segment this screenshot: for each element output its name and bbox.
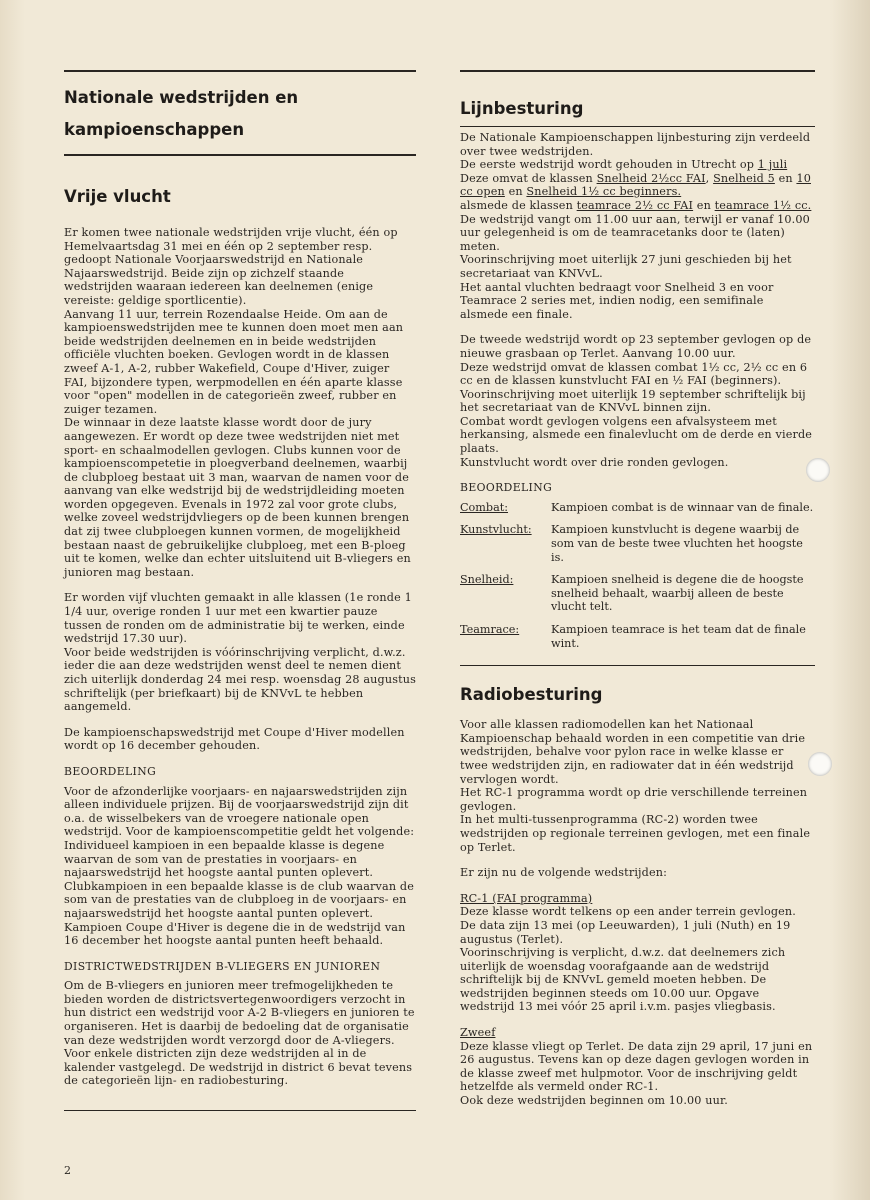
text: , [705,171,714,185]
criteria-term: Combat: [460,500,509,514]
paragraph: De winnaar in deze laatste klasse wordt door de jury aangewezen. Er wordt op deze twee wedstrijden niet met sport- en schaalmodellen gevlogen. Clubs kunnen voor de kampioenscompetetie in ploegverband deelnemen, waarbij de clubploeg bestaat uit 3 man, waarvan de namen voor de aanvang van elke wedstrijd bij de wedstrijdleiding moeten worden opgegeven. Evenals in 1972 zal voor grote clubs, welke zoveel wedstrijdvliegers op de been kunnen brengen dat zij twee clubploegen kunnen vormen, de mogelijkheid bestaan naast de gebruikelijke clubploeg, met een B-ploeg uit te komen, welke dan echter uitsluitend uit B-vliegers en junioren mag bestaan. [64,416,411,579]
class-underlined: teamrace 1½ cc. [714,198,812,212]
criteria-row [460,573,815,614]
text: en [504,185,527,199]
paragraph: Voorinschrijving moet uiterlijk 19 september schriftelijk bij het secretariaat van de KNVvL binnen zijn. [460,387,806,415]
paragraph: Combat wordt gevlogen volgens een afvalsysteem met herkansing, alsmede een finalevlucht om de derde en vierde plaats. [460,414,813,456]
divider [460,665,815,666]
paragraph: Deze wedstrijd omvat de klassen combat 1½ cc, 2½ cc en 6 cc en de klassen kunstvlucht FAI en ½ FAI (beginners). [460,360,808,388]
divider [460,126,815,127]
paragraph: Voorinschrijving moet uiterlijk 27 juni geschieden bij het secretariaat van KNVvL. [460,253,792,280]
class-underlined: 10 cc open [460,171,811,199]
left-column [64,70,416,1111]
text: en [693,198,715,212]
paragraph: Er komen twee nationale wedstrijden vrije vlucht, één op Hemelvaartsdag 31 mei en één op 2 september resp. gedoopt Nationale Voorjaarswedstrijd en Nationale Najaarswedstrijd. Beide zijn op zichzelf staande wedstrijden waaraan iedereen kan deelnemen (enige vereiste: geldige sportlicentie). [64,226,398,307]
zweef-heading: Zweef [460,1026,496,1040]
vrije-vlucht-heading: Vrije vlucht [64,187,171,206]
paragraph: De wedstrijd vangt om 11.00 uur aan, terwijl er vanaf 10.00 uur gelegenheid is om de teamracetanks door te (laten) meten. [460,212,810,253]
beoordeling-heading: BEOORDELING [64,764,157,778]
paragraph: Er zijn nu de volgende wedstrijden: [460,866,668,880]
divider [64,1110,416,1111]
divider [64,70,416,72]
criteria-definition: Kampioen kunstvlucht is degene waarbij de som van de beste twee vluchten het hoogste is. [551,523,803,564]
paragraph: Voorinschrijving is verplicht, d.w.z. dat deelnemers zich uiterlijk de woensdag voorafgaande aan de wedstrijd schriftelijk bij de KNVvL gemeld moeten hebben. De wedstrijden beginnen steeds om 10.00 uur. Opgave wedstrijd 13 mei vóór 25 april i.v.m. pasjes vliegbasis. [460,946,786,1014]
paragraph [460,199,815,213]
text: alsmede de klassen [460,198,577,212]
beoordeling-heading: BEOORDELING [460,481,553,495]
paragraph: Het RC-1 programma wordt op drie verschillende terreinen gevlogen. [460,786,808,813]
criteria-row [460,501,815,515]
page-title [64,82,416,146]
class-underlined: Snelheid 2½cc FAI [596,171,706,185]
divider [460,70,815,72]
class-underlined: teamrace 2½ cc FAI [576,198,694,212]
page-title-line-1: Nationale wedstrijden en [64,88,299,107]
criteria-term: Kunstvlucht: [460,523,532,537]
paragraph: Voor de afzonderlijke voorjaars- en najaarswedstrijden zijn alleen individuele prijzen. Bij de voorjaarswedstrijd zijn dit o.a. de wisselbekers van de vroegere nationale open wedstrijd. Voor de kampioenscompetitie geldt het volgende: Individueel kampioen in een bepaalde klasse is degene waarvan de som van de prestaties in voorjaars- en najaarswedstrijd het hoogste aantal punten oplevert. Clubkampioen in een bepaalde klasse is de club waarvan de som van de prestaties van de clubploeg in de voorjaars- en najaarswedstrijd het hoogste aantal punten oplevert. Kampioen Coupe d'Hiver is degene die in de wedstrijd van 16 december het hoogste aantal punten heeft behaald. [64,784,415,948]
radiobesturing-heading: Radiobesturing [460,685,603,705]
criteria-definition: Kampioen teamrace is het team dat de finale wint. [551,623,806,650]
criteria-row [460,523,815,564]
rc1-heading: RC-1 (FAI programma) [460,891,593,905]
criteria-definition: Kampioen snelheid is degene die de hoogste snelheid behaalt, waarbij alleen de beste vlucht telt. [551,573,804,614]
paragraph: Deze klasse wordt telkens op een ander terrein gevlogen. De data zijn 13 mei (op Leeuwarden), 1 juli (Nuth) en 19 augustus (Terlet). [460,905,796,946]
paragraph [460,172,815,199]
paragraph: Voor beide wedstrijden is vóórinschrijving verplicht, d.w.z. ieder die aan deze wedstrijden wenst deel te nemen dient zich uiterlijk donderdag 24 mei resp. woensdag 28 augustus schriftelijk (per briefkaart) bij de KNVvL te hebben aangemeld. [64,645,416,714]
page-title-line-2: kampioenschappen [64,120,245,139]
class-underlined: Snelheid 1½ cc beginners. [526,185,682,199]
paragraph: Om de B-vliegers en junioren meer trefmogelijkheden te bieden worden de districtsvertegenwoordigers verzocht in hun district een wedstrijd voor A-2 B-vliegers en junioren te organiseren. Het is daarbij de bedoeling dat de organisatie van deze wedstrijden wordt verzorgd door de A-vliegers. Voor enkele districten zijn deze wedstrijden al in de kalender vastgelegd. De wedstrijd in district 6 bevat tevens de categorieën lijn- en radiobesturing. [64,979,415,1088]
criteria-row [460,623,815,650]
lijnbesturing-heading: Lijnbesturing [460,99,584,118]
paragraph: De Nationale Kampioenschappen lijnbesturing zijn verdeeld over twee wedstrijden. [460,131,811,158]
district-heading: DISTRICTWEDSTRIJDEN B-VLIEGERS EN JUNIOREN [64,959,381,973]
paragraph: De tweede wedstrijd wordt op 23 september gevlogen op de nieuwe grasbaan op Terlet. Aanvang 10.00 uur. [460,333,812,360]
date-underlined: 1 juli [757,158,788,172]
criteria-term: Snelheid: [460,573,514,587]
class-underlined: Snelheid 5 [713,171,775,185]
paragraph: In het multi-tussenprogramma (RC-2) worden twee wedstrijden op regionale terreinen gevlogen, met een finale op Terlet. [460,813,811,854]
text: De eerste wedstrijd wordt gehouden in Utrecht op [460,158,758,172]
paragraph: Ook deze wedstrijden beginnen om 10.00 uur. [460,1094,728,1108]
paragraph: Deze klasse vliegt op Terlet. De data zijn 29 april, 17 juni en 26 augustus. Tevens kan op deze dagen gevlogen worden in de klasse zweef met hulpmotor. Voor de inschrijving geldt hetzelfde als vermeld onder RC-1. [460,1039,813,1094]
criteria-term: Teamrace: [460,623,520,636]
page-number: 2 [64,1164,71,1177]
criteria-definition: Kampioen combat is de winnaar van de finale. [551,500,814,514]
paragraph: Voor alle klassen radiomodellen kan het Nationaal Kampioenschap behaald worden in een competitie van drie wedstrijden, behalve voor pylon race in welke klasse er twee wedstrijden zijn, en radiowater dat in één wedstrijd vervlogen wordt. [460,718,806,786]
paragraph: Aanvang 11 uur, terrein Rozendaalse Heide. Om aan de kampioenswedstrijden mee te kunnen doen moet men aan beide wedstrijden deelnemen en in beide wedstrijden officiële vluchten boeken. Gevlogen wordt in de klassen zweef A-1, A-2, rubber Wakefield, Coupe d'Hiver, zuiger FAI, bijzondere typen, werpmodellen en één aparte klasse voor "open" modellen in de categorieën zweef, rubber en zuiger tezamen. [64,307,404,416]
criteria-list [460,501,815,650]
paragraph: Kunstvlucht wordt over drie ronden gevlogen. [460,455,729,469]
text: en [774,171,797,185]
paragraph: De kampioenschapswedstrijd met Coupe d'Hiver modellen wordt op 16 december gehouden. [64,725,405,753]
paragraph [460,158,815,172]
divider [64,154,416,156]
paragraph: Het aantal vluchten bedraagt voor Snelheid 3 en voor Teamrace 2 series met, indien nodig, een semifinale alsmede een finale. [460,280,774,321]
paragraph: Er worden vijf vluchten gemaakt in alle klassen (1e ronde 1 1/4 uur, overige ronden 1 uur met een kwartier pauze tussen de ronden om de administratie bij te werken, einde wedstrijd 17.30 uur). [64,591,412,646]
right-column [460,70,815,1108]
text: Deze omvat de klassen [460,171,597,185]
